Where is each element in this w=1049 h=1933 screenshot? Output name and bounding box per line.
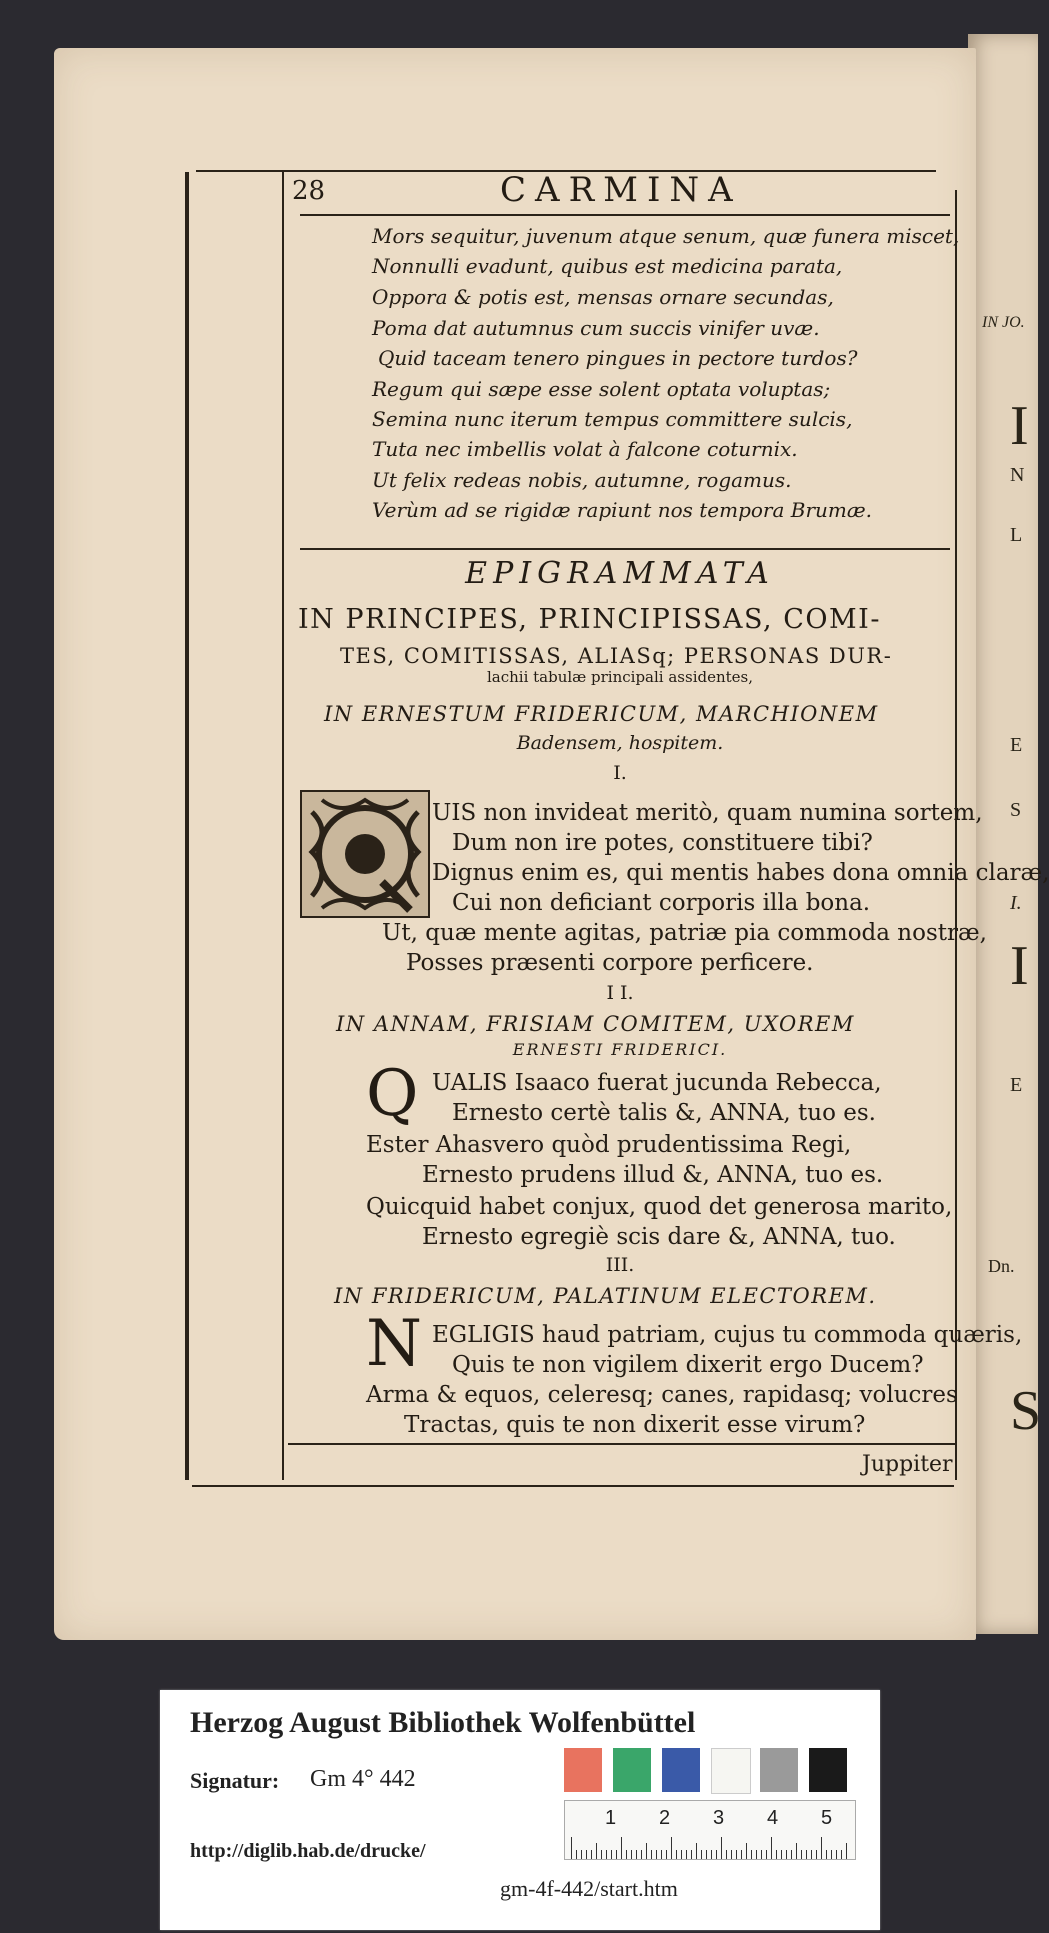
ruler-tick xyxy=(741,1850,742,1859)
epigram-number: I I. xyxy=(606,982,634,1004)
next-page-fragment: S xyxy=(1010,1380,1042,1442)
ruler-tick xyxy=(796,1843,797,1859)
ruler-tick xyxy=(731,1850,732,1859)
poem-line: Mors sequitur, juvenum atque senum, quæ funera miscet, xyxy=(372,224,960,248)
page-number: 28 xyxy=(292,176,326,206)
ruler-tick xyxy=(591,1850,592,1859)
poem-line: Tuta nec imbellis volat à falcone coturnix. xyxy=(372,437,798,461)
next-page-edge xyxy=(968,34,1042,1634)
epigram-line: Cui non deficiant corporis illa bona. xyxy=(452,890,871,916)
ornamental-dropcap xyxy=(300,790,430,918)
next-page-fragment: I xyxy=(1010,935,1029,997)
epigram-heading: ERNESTI FRIDERICI. xyxy=(512,1040,728,1059)
poem-line: Ut felix redeas nobis, autumne, rogamus. xyxy=(372,468,792,492)
library-url-path: gm-4f-442/start.htm xyxy=(500,1876,678,1901)
section-subtitle: IN PRINCIPES, PRINCIPISSAS, COMI- xyxy=(298,604,881,635)
epigram-line: Ut, quæ mente agitas, patriæ pia commoda nostræ, xyxy=(382,920,987,946)
dropcap-letter: Q xyxy=(366,1057,419,1131)
epigram-line: Arma & equos, celeresq; canes, rapidasq; volucres xyxy=(366,1382,958,1408)
ruler-tick xyxy=(661,1850,662,1859)
signatur-label: Signatur: xyxy=(190,1768,280,1793)
ruler-tick xyxy=(626,1850,627,1859)
ruler-tick xyxy=(576,1850,577,1859)
poem-line: Nonnulli evadunt, quibus est medicina parata, xyxy=(372,254,843,278)
bottom-inner-rule xyxy=(288,1443,956,1445)
ruler-tick xyxy=(711,1850,712,1859)
epigram-line: Ernesto certè talis &, ANNA, tuo es. xyxy=(452,1100,876,1126)
catchword: Juppiter xyxy=(862,1452,953,1477)
color-swatch xyxy=(613,1748,651,1792)
ruler-tick xyxy=(596,1843,597,1859)
poem-line: Oppora & potis est, mensas ornare secundas, xyxy=(372,285,834,309)
frame-line-outer xyxy=(185,172,189,1480)
section-subtitle: lachii tabulæ principali assidentes, xyxy=(486,668,754,686)
ruler-number: 5 xyxy=(821,1807,833,1829)
ruler-tick xyxy=(646,1843,647,1859)
dropcap-letter: N xyxy=(366,1307,422,1381)
epigram-heading: IN ANNAM, FRISIAM COMITEM, UXOREM xyxy=(336,1012,855,1036)
ruler-tick xyxy=(746,1843,747,1859)
poem-line: Verùm ad se rigidæ rapiunt nos tempora Brumæ. xyxy=(372,498,873,522)
ruler-tick xyxy=(781,1850,782,1859)
epigram-line: Dum non ire potes, constituere tibi? xyxy=(452,830,873,856)
scale-ruler xyxy=(564,1800,856,1860)
epigram-heading: IN ERNESTUM FRIDERICUM, MARCHIONEM xyxy=(324,702,879,726)
ruler-tick xyxy=(586,1850,587,1859)
ruler-tick xyxy=(846,1843,847,1859)
ruler-tick xyxy=(681,1850,682,1859)
ruler-tick xyxy=(811,1850,812,1859)
ruler-tick xyxy=(766,1850,767,1859)
next-page-fragment: E xyxy=(1010,1074,1023,1096)
ruler-tick xyxy=(641,1850,642,1859)
next-page-fragment: L xyxy=(1010,524,1023,546)
ruler-tick xyxy=(616,1850,617,1859)
running-head: CARMINA xyxy=(500,170,742,210)
color-swatch xyxy=(711,1748,751,1794)
epigram-number: I. xyxy=(613,762,627,784)
ruler-tick xyxy=(651,1850,652,1859)
ruler-tick xyxy=(736,1850,737,1859)
ruler-tick xyxy=(666,1850,667,1859)
section-subtitle: TES, COMITISSAS, ALIASq; PERSONAS DUR- xyxy=(340,644,893,668)
frame-line-right xyxy=(955,190,957,1480)
poem-line: Quid taceam tenero pingues in pectore turdos? xyxy=(378,346,858,370)
ruler-tick xyxy=(836,1850,837,1859)
ruler-tick xyxy=(581,1850,582,1859)
color-swatch xyxy=(564,1748,602,1792)
next-page-fragment: Dn. xyxy=(988,1256,1015,1276)
bottom-outer-rule xyxy=(192,1485,954,1487)
ruler-tick xyxy=(701,1850,702,1859)
ruler-tick xyxy=(801,1850,802,1859)
next-page-fragment: N xyxy=(1010,464,1025,486)
epigram-line: Tractas, quis te non dixerit esse virum? xyxy=(404,1412,866,1438)
ruler-tick xyxy=(806,1850,807,1859)
color-swatch xyxy=(809,1748,847,1792)
ruler-tick xyxy=(706,1850,707,1859)
section-title: EPIGRAMMATA xyxy=(465,556,775,591)
library-url: http://diglib.hab.de/drucke/ xyxy=(190,1840,426,1862)
ruler-tick xyxy=(756,1850,757,1859)
ruler-tick xyxy=(631,1850,632,1859)
ruler-number: 1 xyxy=(605,1807,617,1829)
ruler-number: 3 xyxy=(713,1807,725,1829)
epigram-number: III. xyxy=(605,1254,635,1276)
ruler-tick xyxy=(686,1850,687,1859)
ruler-tick xyxy=(841,1850,842,1859)
ruler-tick xyxy=(771,1837,772,1859)
library-label xyxy=(160,1690,880,1930)
color-swatch xyxy=(760,1748,798,1792)
ruler-tick xyxy=(831,1850,832,1859)
ruler-tick xyxy=(751,1850,752,1859)
next-page-fragment: IN JO. xyxy=(982,314,1025,331)
epigram-heading: IN FRIDERICUM, PALATINUM ELECTOREM. xyxy=(334,1284,877,1308)
ruler-tick xyxy=(621,1837,622,1859)
ruler-number: 2 xyxy=(659,1807,671,1829)
epigram-heading: Badensem, hospitem. xyxy=(516,732,724,754)
ruler-tick xyxy=(676,1850,677,1859)
ruler-tick xyxy=(606,1850,607,1859)
ruler-tick xyxy=(716,1850,717,1859)
poem-line: Semina nunc iterum tempus committere sulcis, xyxy=(372,407,853,431)
epigram-line: UALIS Isaaco fuerat jucunda Rebecca, xyxy=(432,1070,882,1096)
frame-line-inner xyxy=(282,172,284,1480)
next-page-fragment: I. xyxy=(1010,892,1022,914)
poem-line: Regum qui sæpe esse solent optata voluptas; xyxy=(372,377,831,401)
epigram-line: Quis te non vigilem dixerit ergo Ducem? xyxy=(452,1352,924,1378)
ruler-tick xyxy=(776,1850,777,1859)
color-swatch xyxy=(662,1748,700,1792)
epigram-line: EGLIGIS haud patriam, cujus tu commoda quæris, xyxy=(432,1322,1023,1348)
signatur-value: Gm 4° 442 xyxy=(310,1766,416,1792)
ruler-tick xyxy=(761,1850,762,1859)
ruler-tick xyxy=(816,1850,817,1859)
ruler-tick xyxy=(691,1850,692,1859)
ruler-tick xyxy=(611,1850,612,1859)
ornament-icon xyxy=(302,792,428,916)
epigram-line: Ester Ahasvero quòd prudentissima Regi, xyxy=(366,1132,852,1158)
epigram-line: Ernesto prudens illud &, ANNA, tuo es. xyxy=(422,1162,884,1188)
poem-line: Poma dat autumnus cum succis vinifer uvæ. xyxy=(372,316,820,340)
section-rule xyxy=(300,548,950,550)
ruler-tick xyxy=(786,1850,787,1859)
ruler-tick xyxy=(721,1837,722,1859)
ruler-tick xyxy=(656,1850,657,1859)
ruler-tick xyxy=(696,1843,697,1859)
next-page-fragment: S xyxy=(1010,799,1022,821)
ruler-number: 4 xyxy=(767,1807,779,1829)
institution-name: Herzog August Bibliothek Wolfenbüttel xyxy=(190,1706,696,1739)
ruler-tick xyxy=(821,1837,822,1859)
next-page-fragment: I xyxy=(1010,395,1029,457)
epigram-line: Dignus enim es, qui mentis habes dona omnia claræ, xyxy=(432,860,1049,886)
epigram-line: Posses præsenti corpore perficere. xyxy=(406,950,814,976)
ruler-tick xyxy=(601,1850,602,1859)
epigram-line: Quicquid habet conjux, quod det generosa marito, xyxy=(366,1194,953,1220)
epigram-line: UIS non invideat meritò, quam numina sortem, xyxy=(432,800,983,826)
ruler-tick xyxy=(826,1850,827,1859)
ruler-tick xyxy=(726,1850,727,1859)
ruler-tick xyxy=(636,1850,637,1859)
header-rule xyxy=(300,214,950,216)
next-page-fragment: E xyxy=(1010,734,1023,756)
ruler-tick xyxy=(571,1837,572,1859)
ruler-tick xyxy=(791,1850,792,1859)
ruler-tick xyxy=(671,1837,672,1859)
epigram-line: Ernesto egregiè scis dare &, ANNA, tuo. xyxy=(422,1224,896,1250)
